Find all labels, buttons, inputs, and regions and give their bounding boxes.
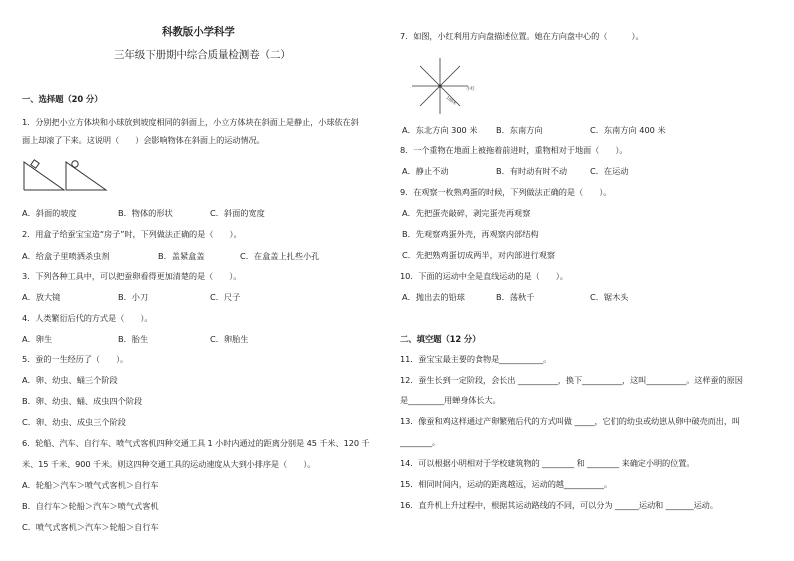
q1-line2: 面上却滚了下来。这说明（ ）会影响物体在斜面上的运动情况。 (22, 135, 265, 145)
q5-option-a[interactable]: A．卵、幼虫、蛹三个阶段 (22, 375, 118, 385)
q13-line2: ________。 (400, 437, 441, 447)
slope-figure (22, 154, 108, 194)
compass-west-mark: · (410, 86, 412, 90)
q7-option-c[interactable]: C．东南方向 400 米 (590, 125, 666, 135)
q8-option-c[interactable]: C．在运动 (590, 166, 629, 176)
q5-text: 5．蚕的一生经历了（ ）。 (22, 354, 129, 364)
q5-option-b[interactable]: B．卵、幼虫、蛹、成虫四个阶段 (22, 396, 143, 406)
q7-text: 7．如图，小红利用方向盘描述位置。她在方向盘中心的（ ）。 (400, 31, 644, 41)
q2-option-b[interactable]: B．盖紧盒盖 (158, 251, 205, 261)
q6-option-a[interactable]: A．轮船＞汽车＞喷气式客机＞自行车 (22, 480, 159, 490)
q15-text: 15．相同时间内，运动的距离越远，运动的越__________。 (400, 479, 612, 489)
q7-option-a[interactable]: A．东北方向 300 米 (402, 125, 478, 135)
q6-line1: 6．轮船、汽车、自行车、喷气式客机四种交通工具 1 小时内通过的距离分别是 45 千米、120 千 (22, 438, 370, 448)
exam-subtitle: 科教版小学科学 (162, 26, 235, 38)
q9-option-b[interactable]: B．先观察鸡蛋外壳，再观察内部结构 (402, 229, 539, 239)
slope-with-cube (24, 160, 64, 190)
q11-text: 11．蚕宝宝最主要的食物是___________。 (400, 354, 552, 364)
q1-line1: 1．分别把小立方体块和小球放到坡度相同的斜面上，小立方体块在斜面上是静止，小球依在斜 (22, 117, 359, 127)
slope-with-ball (66, 161, 106, 190)
exam-title: 三年级下册期中综合质量检测卷（二） (114, 49, 291, 61)
q12-line2: 是_________用蝉身体长大。 (400, 395, 501, 405)
q10-option-b[interactable]: B．荡秋千 (496, 292, 535, 302)
q10-text: 10．下面的运动中全是直线运动的是（ ）。 (400, 271, 568, 281)
q14-text: 14．可以根据小明相对于学校建筑物的 ________ 和 ________ 来确定小明的位置。 (400, 458, 695, 468)
q3-text: 3．下列各种工具中，可以把蚕卵看得更加清楚的是（ ）。 (22, 271, 242, 281)
q2-text: 2．用盒子给蚕宝宝造“房子”时，下列做法正确的是（ ）。 (22, 229, 242, 239)
q4-option-c[interactable]: C．卵胎生 (210, 334, 249, 344)
q8-option-a[interactable]: A．静止不动 (402, 166, 449, 176)
q4-option-a[interactable]: A．卵生 (22, 334, 53, 344)
q10-option-c[interactable]: C．锯木头 (590, 292, 629, 302)
q5-option-c[interactable]: C．卵、幼虫、成虫三个阶段 (22, 417, 126, 427)
q4-text: 4．人类繁衍后代的方式是（ ）。 (22, 313, 153, 323)
q6-line2: 米、15 千米、900 千米。则这四种交通工具的运动速度从大到小排序是（ ）。 (22, 459, 316, 469)
q6-option-b[interactable]: B．自行车＞轮船＞汽车＞喷气式客机 (22, 501, 159, 511)
q9-text: 9．在观察一枚熟鸡蛋的时候，下列做法正确的是（ ）。 (400, 187, 612, 197)
q3-option-b[interactable]: B．小刀 (118, 292, 149, 302)
q4-option-b[interactable]: B．胎生 (118, 334, 149, 344)
section-2-title: 二、填空题（12 分） (400, 334, 481, 344)
q9-option-a[interactable]: A．先把蛋壳敲碎，剥完蛋壳再观察 (402, 208, 531, 218)
figure-distance-label: 100米 (445, 94, 458, 106)
q6-option-c[interactable]: C．喷气式客机＞汽车＞轮船＞自行车 (22, 522, 159, 532)
figure-origin-label: 小红 (466, 87, 475, 92)
q7-option-b[interactable]: B．东南方向 (496, 125, 543, 135)
q13-line1: 13．像蚕和鸡这样通过产卵繁殖后代的方式叫做 _____，它们的幼虫或幼崽从卵中破壳而出，叫 (400, 416, 741, 426)
q1-option-b[interactable]: B．物体的形状 (118, 208, 173, 218)
q1-option-a[interactable]: A．斜面的坡度 (22, 208, 77, 218)
q3-option-c[interactable]: C．尺子 (210, 292, 241, 302)
q1-option-c[interactable]: C．斜面的宽度 (210, 208, 265, 218)
q9-option-c[interactable]: C．先把熟鸡蛋切成两半，对内部进行观察 (402, 250, 556, 260)
q2-option-a[interactable]: A．给盒子里喷洒杀虫剂 (22, 251, 110, 261)
q8-option-b[interactable]: B．有时动有时不动 (496, 166, 568, 176)
q16-text: 16．直升机上升过程中，根据其运动路线的不同，可以分为 ______运动和 _______运动。 (400, 500, 718, 510)
section-1-title: 一、选择题（20 分） (22, 94, 103, 104)
q8-text: 8．一个重物在地面上被拖着前进时，重物相对于地面（ ）。 (400, 145, 628, 155)
compass-figure (408, 56, 488, 118)
q2-option-c[interactable]: C．在盒盖上扎些小孔 (240, 251, 320, 261)
q3-option-a[interactable]: A．放大镜 (22, 292, 61, 302)
compass-center (438, 84, 441, 87)
q12-line1: 12．蚕生长到一定阶段，会长出 __________，换下__________，这叫__________。这样蚕的原因 (400, 375, 743, 385)
q10-option-a[interactable]: A．抛出去的铅球 (402, 292, 465, 302)
